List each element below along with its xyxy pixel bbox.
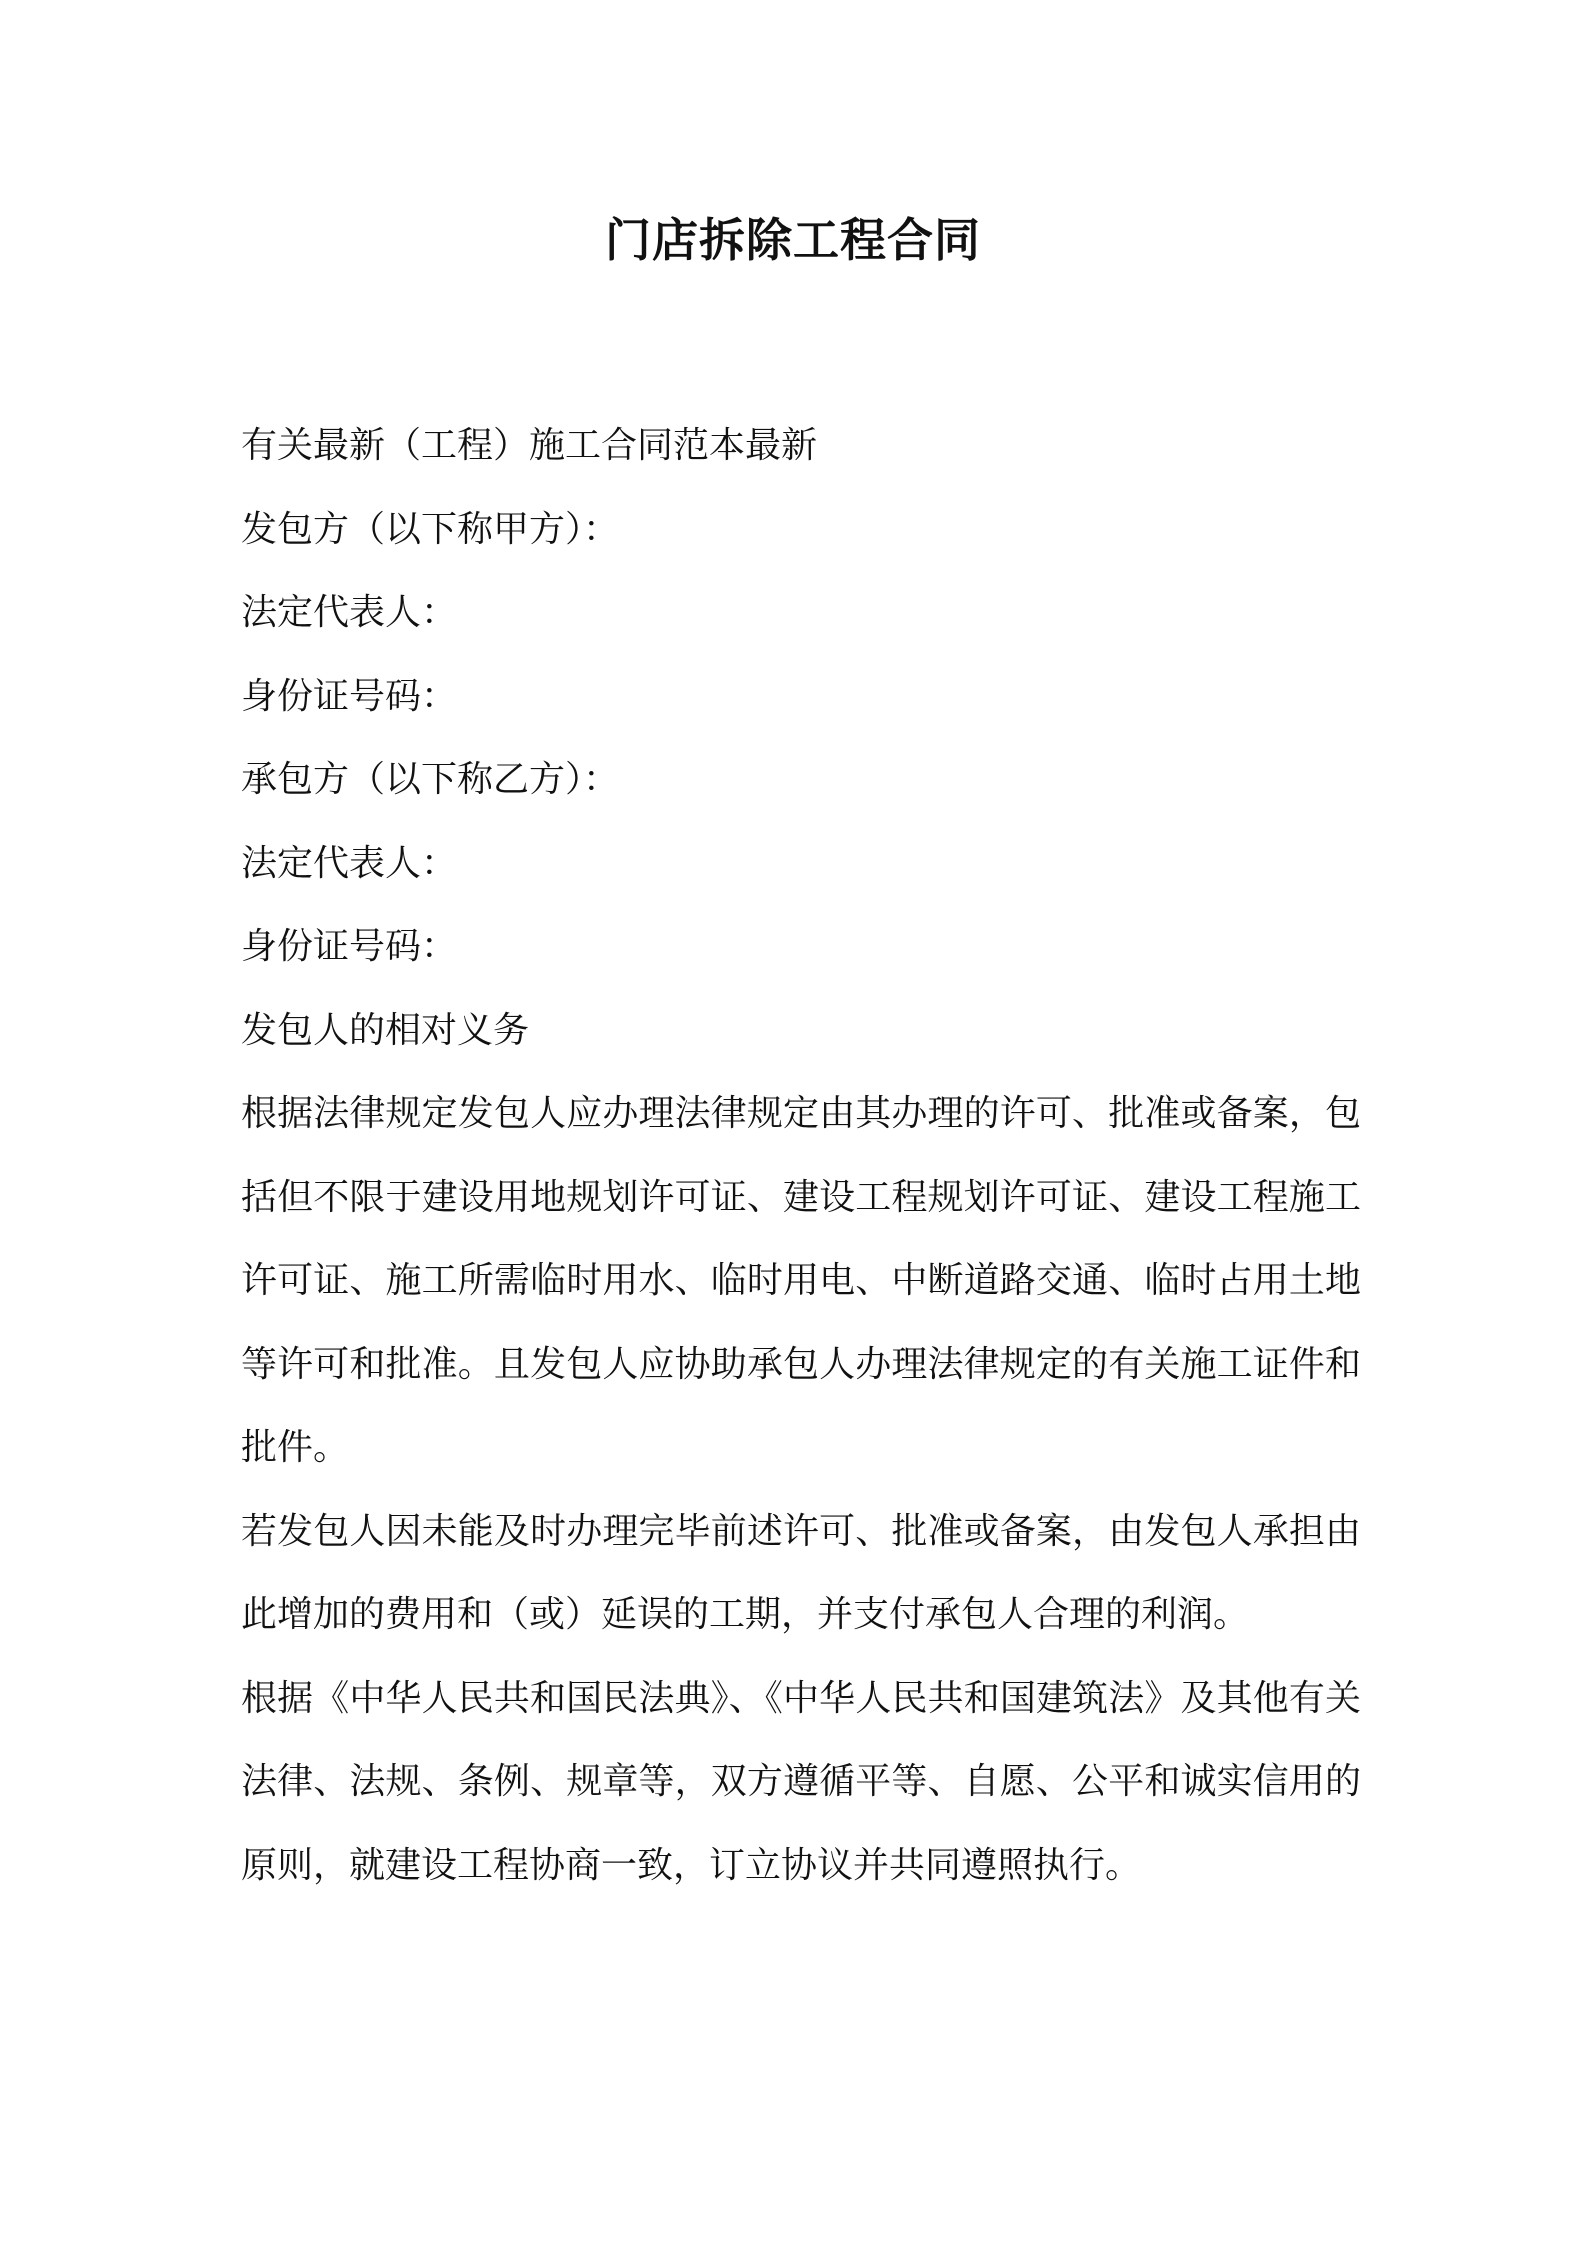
- party-a-representative-line: 法定代表人：: [241, 592, 458, 633]
- section-heading: 发包人的相对义务: [241, 1009, 530, 1051]
- party-b-id-line: 身份证号码：: [241, 926, 458, 967]
- paragraph-legal-basis: [241, 1657, 1361, 1908]
- paragraph-legal-basis-part2: 建设工程协商一致，订立协议并共同遵照执行。: [385, 1844, 1142, 1886]
- party-b-line: 承包方（以下称乙方）：: [241, 759, 620, 800]
- party-b-representative-line: 法定代表人：: [241, 842, 458, 884]
- paragraph-delay-costs: 若发包人因未能及时办理完毕前述许可、批准或备案，由发包人承担由此增加的费用和（或）延误的工期，并支付承包人合理的利润。: [241, 1510, 1361, 1635]
- subtitle-line: 有关最新（工程）施工合同范本最新: [241, 425, 818, 466]
- document-body: [241, 404, 1361, 1907]
- paragraph-legal-basis-part1: 根据《中华人民共和国民法典》、《中华人民共和国建筑法》及其他有关法律、法规、条例、规章等，双方遵循平等、自愿、公平和诚实信用的原则，就: [241, 1677, 1361, 1886]
- document-title: 门店拆除工程合同: [605, 213, 981, 267]
- paragraph-permits: 根据法律规定发包人应办理法律规定由其办理的许可、批准或备案，包括但不限于建设用地规划许可证、建设工程规划许可证、建设工程施工许可证、施工所需临时用水、临时用电、中断道路交通、临时占用土地等许可和批准。且发包人应协助承包人办理法律规定的有关施工证件和批件。: [241, 1093, 1361, 1468]
- party-a-id-line: 身份证号码：: [241, 675, 458, 717]
- party-a-line: 发包方（以下称甲方）：: [241, 508, 620, 550]
